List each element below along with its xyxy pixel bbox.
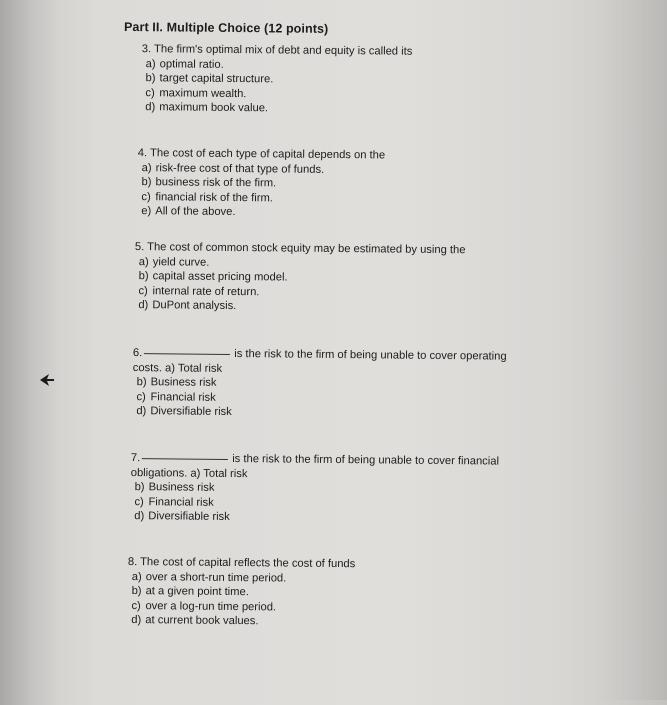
question-5 — [134, 240, 465, 316]
answer-option[interactable]: d) at current book values. — [131, 614, 259, 628]
answer-option[interactable]: b) business risk of the firm. — [141, 176, 277, 190]
answer-option[interactable]: c) over a log-run time period. — [131, 599, 277, 613]
question-stem: 6. is the risk to the firm of being unable to cover operating — [132, 347, 507, 363]
question-stem: 7. is the risk to the firm of being unable to cover financial — [130, 452, 500, 468]
answer-option[interactable]: a) yield curve. — [138, 255, 210, 269]
question-stem-continued: costs. a) Total risk — [132, 361, 223, 375]
answer-option[interactable]: c) financial risk of the firm. — [141, 190, 273, 204]
question-stem: 3. The firm's optimal mix of debt and equity is called its — [141, 43, 413, 58]
answer-option[interactable]: b) capital asset pricing model. — [138, 270, 288, 284]
answer-option[interactable]: c) internal rate of return. — [138, 284, 260, 298]
answer-option[interactable]: a) risk-free cost of that type of funds. — [141, 161, 325, 176]
question-stem-continued: obligations. a) Total risk — [130, 466, 248, 480]
answer-option[interactable]: d) Diversifiable risk — [136, 405, 232, 418]
answer-option[interactable]: b) at a given point time. — [131, 585, 249, 599]
section-heading: Part II. Multiple Choice (12 points) — [123, 19, 329, 36]
question-stem: 8. The cost of capital reflects the cost of funds — [127, 556, 356, 571]
answer-option[interactable]: c) Financial risk — [136, 390, 216, 404]
answer-option[interactable]: b) Business risk — [134, 481, 215, 494]
question-6 — [132, 346, 506, 422]
answer-option[interactable]: a) optimal ratio. — [145, 57, 224, 71]
question-8 — [127, 555, 355, 630]
question-7 — [130, 451, 499, 527]
question-stem: 5. The cost of common stock equity may be estimated by using the — [134, 241, 466, 257]
answer-option[interactable]: a) over a short-run time period. — [131, 570, 287, 585]
answer-option[interactable]: d) Diversifiable risk — [134, 510, 230, 523]
answer-option[interactable]: b) target capital structure. — [145, 72, 274, 86]
answer-option[interactable]: b) Business risk — [136, 376, 217, 389]
answer-option[interactable]: c) Financial risk — [134, 495, 214, 509]
question-4 — [137, 146, 385, 221]
answer-option[interactable]: d) maximum book value. — [145, 101, 269, 115]
answer-option[interactable]: e) All of the above. — [141, 205, 236, 219]
question-stem: 4. The cost of each type of capital depends on the — [137, 147, 386, 162]
fill-in-blank[interactable] — [144, 353, 230, 355]
question-3 — [141, 42, 412, 117]
answer-option[interactable]: c) maximum wealth. — [145, 86, 247, 100]
answer-option[interactable]: d) DuPont analysis. — [138, 299, 237, 313]
fill-in-blank[interactable] — [142, 458, 228, 460]
